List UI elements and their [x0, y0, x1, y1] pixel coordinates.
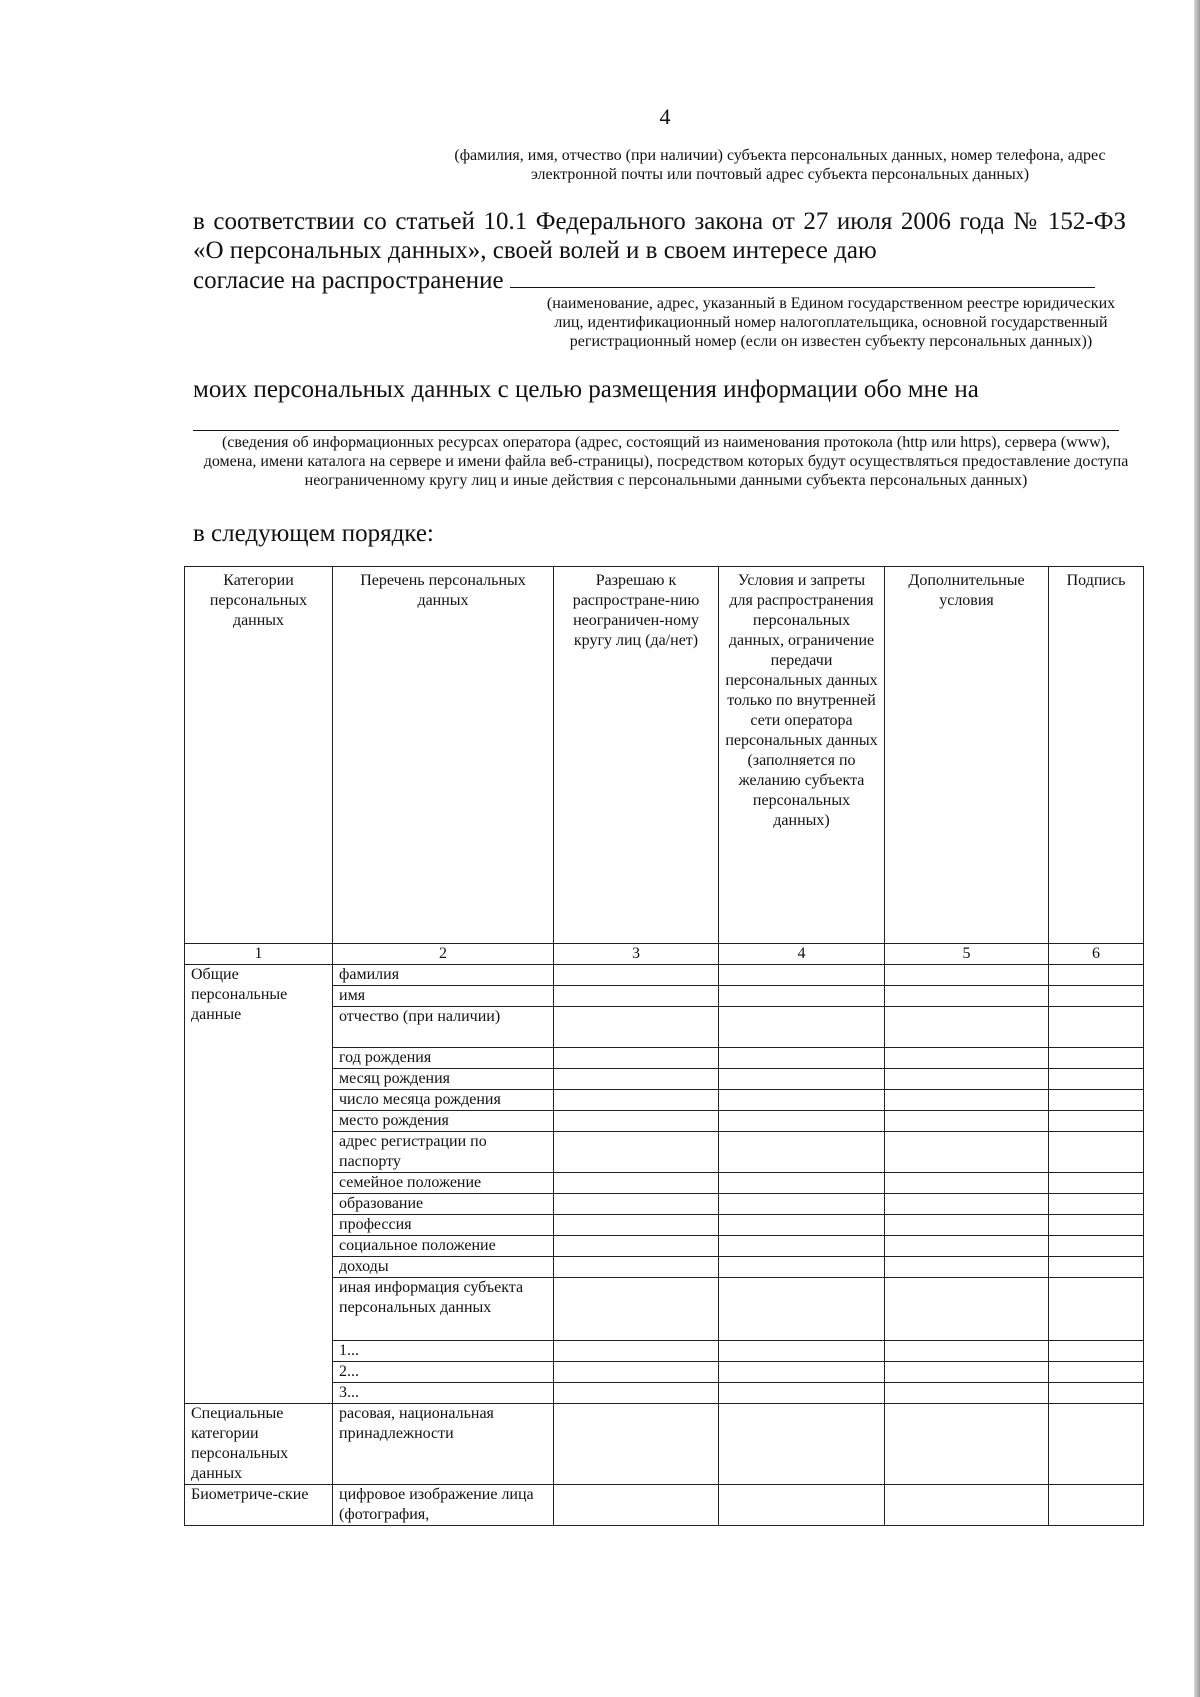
signature-cell[interactable]	[1049, 1132, 1144, 1173]
data-item-cell: цифровое изображение лица (фотография,	[333, 1485, 554, 1526]
column-number: 6	[1049, 944, 1144, 965]
data-item-cell: число месяца рождения	[333, 1090, 554, 1111]
table-row	[185, 965, 1144, 986]
conditions-cell[interactable]	[719, 1278, 885, 1341]
header-list: Перечень персональных данных	[333, 567, 554, 944]
table-header-row	[185, 567, 1144, 944]
additional-cell[interactable]	[885, 1383, 1049, 1404]
permission-cell[interactable]	[554, 1362, 719, 1383]
permission-cell[interactable]	[554, 1404, 719, 1485]
permission-cell[interactable]	[554, 1132, 719, 1173]
signature-cell[interactable]	[1049, 1069, 1144, 1090]
data-item-cell: 3...	[333, 1383, 554, 1404]
table-row	[185, 1404, 1144, 1485]
additional-cell[interactable]	[885, 1257, 1049, 1278]
consent-main-text: в соответствии со статьей 10.1 Федерального закона от 27 июля 2006 года № 152-ФЗ «О персональных данных», своей волей и в своем интересе даю	[193, 208, 1126, 264]
data-item-cell: отчество (при наличии)	[333, 1007, 554, 1048]
conditions-cell[interactable]	[719, 1485, 885, 1526]
header-conditions: Условия и запреты для распространения персональных данных, ограничение передачи персональных данных только по внутренней сети оператора персональных данных (заполняется по желанию субъекта персональных данных)	[719, 567, 885, 944]
additional-cell[interactable]	[885, 1341, 1049, 1362]
conditions-cell[interactable]	[719, 1194, 885, 1215]
conditions-cell[interactable]	[719, 1069, 885, 1090]
category-cell: Биометриче-ские	[185, 1485, 333, 1526]
additional-cell[interactable]	[885, 1215, 1049, 1236]
data-item-cell: доходы	[333, 1257, 554, 1278]
column-number: 2	[333, 944, 554, 965]
additional-cell[interactable]	[885, 986, 1049, 1007]
signature-cell[interactable]	[1049, 965, 1144, 986]
data-item-cell: иная информация субъекта персональных данных	[333, 1278, 554, 1341]
conditions-cell[interactable]	[719, 986, 885, 1007]
permission-cell[interactable]	[554, 1341, 719, 1362]
header-permission: Разрешаю к распростране-нию неограничен-ному кругу лиц (да/нет)	[554, 567, 719, 944]
permission-cell[interactable]	[554, 1090, 719, 1111]
column-number-row	[185, 944, 1144, 965]
additional-cell[interactable]	[885, 1362, 1049, 1383]
consent-paragraph	[193, 207, 1126, 295]
permission-cell[interactable]	[554, 1007, 719, 1048]
additional-cell[interactable]	[885, 1404, 1049, 1485]
data-item-cell: фамилия	[333, 965, 554, 986]
data-item-cell: социальное положение	[333, 1236, 554, 1257]
additional-cell[interactable]	[885, 1236, 1049, 1257]
additional-cell[interactable]	[885, 1111, 1049, 1132]
conditions-cell[interactable]	[719, 1236, 885, 1257]
data-item-cell: образование	[333, 1194, 554, 1215]
permission-cell[interactable]	[554, 1173, 719, 1194]
permission-cell[interactable]	[554, 986, 719, 1007]
permission-cell[interactable]	[554, 1069, 719, 1090]
data-item-cell: месяц рождения	[333, 1069, 554, 1090]
conditions-cell[interactable]	[719, 1173, 885, 1194]
signature-cell[interactable]	[1049, 1404, 1144, 1485]
additional-cell[interactable]	[885, 1485, 1049, 1526]
additional-cell[interactable]	[885, 1090, 1049, 1111]
operator-blank-line[interactable]	[510, 265, 1095, 288]
data-item-cell: 1...	[333, 1341, 554, 1362]
signature-cell[interactable]	[1049, 1173, 1144, 1194]
signature-cell[interactable]	[1049, 986, 1144, 1007]
permission-cell[interactable]	[554, 1485, 719, 1526]
permission-cell[interactable]	[554, 1215, 719, 1236]
consent-tail-text: согласие на распространение	[193, 267, 504, 294]
subject-caption: (фамилия, имя, отчество (при наличии) субъекта персональных данных, номер телефона, адрес электронной почты или почтовый адрес субъекта персональных данных)	[454, 147, 1106, 183]
resources-caption: (сведения об информационных ресурсах оператора (адрес, состоящий из наименования протокола (http или https), сервера (www), домена, имени каталога на сервере и имени файла веб-страницы), посредством которых будут осуществляться предоставление доступа неограниченному кругу лиц и иные действия с персональными данными субъекта персональных данных)	[203, 434, 1129, 489]
scan-edge	[1194, 0, 1200, 1697]
header-additional: Дополнительные условия	[885, 567, 1049, 944]
table-body	[185, 944, 1144, 1526]
conditions-cell[interactable]	[719, 1090, 885, 1111]
conditions-cell[interactable]	[719, 1215, 885, 1236]
data-item-cell: имя	[333, 986, 554, 1007]
conditions-cell[interactable]	[719, 1341, 885, 1362]
signature-cell[interactable]	[1049, 1090, 1144, 1111]
conditions-cell[interactable]	[719, 1383, 885, 1404]
additional-cell[interactable]	[885, 1278, 1049, 1341]
permission-cell[interactable]	[554, 1236, 719, 1257]
permission-cell[interactable]	[554, 1048, 719, 1069]
data-item-cell: адрес регистрации по паспорту	[333, 1132, 554, 1173]
column-number: 1	[185, 944, 333, 965]
data-item-cell: семейное положение	[333, 1173, 554, 1194]
signature-cell[interactable]	[1049, 1236, 1144, 1257]
conditions-cell[interactable]	[719, 1048, 885, 1069]
table-row	[185, 1485, 1144, 1526]
additional-cell[interactable]	[885, 1007, 1049, 1048]
operator-caption: (наименование, адрес, указанный в Едином государственном реестре юридических лиц, идентификационный номер налогоплательщика, основной государственный регистрационный номер (если он известен субъекту персональных данных))	[546, 295, 1116, 350]
data-item-cell: место рождения	[333, 1111, 554, 1132]
data-item-cell: год рождения	[333, 1048, 554, 1069]
data-item-cell: 2...	[333, 1362, 554, 1383]
header-signature: Подпись	[1049, 567, 1144, 944]
permission-cell[interactable]	[554, 1257, 719, 1278]
permission-cell[interactable]	[554, 1194, 719, 1215]
permission-cell[interactable]	[554, 1278, 719, 1341]
signature-cell[interactable]	[1049, 1341, 1144, 1362]
signature-cell[interactable]	[1049, 1383, 1144, 1404]
page-number: 4	[659, 104, 671, 129]
signature-cell[interactable]	[1049, 1278, 1144, 1341]
signature-cell[interactable]	[1049, 1362, 1144, 1383]
additional-cell[interactable]	[885, 1132, 1049, 1173]
category-cell: Общие персональные данные	[185, 965, 333, 1404]
conditions-cell[interactable]	[719, 1257, 885, 1278]
conditions-cell[interactable]	[719, 1362, 885, 1383]
conditions-cell[interactable]	[719, 1111, 885, 1132]
additional-cell[interactable]	[885, 965, 1049, 986]
data-item-cell: расовая, национальная принадлежности	[333, 1404, 554, 1485]
signature-cell[interactable]	[1049, 1111, 1144, 1132]
column-number: 3	[554, 944, 719, 965]
conditions-cell[interactable]	[719, 1132, 885, 1173]
signature-cell[interactable]	[1049, 1215, 1144, 1236]
additional-cell[interactable]	[885, 1048, 1049, 1069]
category-cell: Специальные категории персональных данных	[185, 1404, 333, 1485]
signature-cell[interactable]	[1049, 1485, 1144, 1526]
resources-blank-line[interactable]	[193, 430, 1119, 431]
order-text: в следующем порядке:	[193, 520, 434, 547]
additional-cell[interactable]	[885, 1069, 1049, 1090]
signature-cell[interactable]	[1049, 1194, 1144, 1215]
conditions-cell[interactable]	[719, 1404, 885, 1485]
signature-cell[interactable]	[1049, 1007, 1144, 1048]
consent-last-line	[193, 265, 1126, 295]
column-number: 4	[719, 944, 885, 965]
column-number: 5	[885, 944, 1049, 965]
permission-cell[interactable]	[554, 1383, 719, 1404]
permission-cell[interactable]	[554, 1111, 719, 1132]
signature-cell[interactable]	[1049, 1257, 1144, 1278]
additional-cell[interactable]	[885, 1194, 1049, 1215]
signature-cell[interactable]	[1049, 1048, 1144, 1069]
header-category: Категории персональных данных	[185, 567, 333, 944]
conditions-cell[interactable]	[719, 1007, 885, 1048]
additional-cell[interactable]	[885, 1173, 1049, 1194]
purpose-text: моих персональных данных с целью размещения информации обо мне на	[193, 376, 979, 403]
permission-cell[interactable]	[554, 965, 719, 986]
data-item-cell: профессия	[333, 1215, 554, 1236]
conditions-cell[interactable]	[719, 965, 885, 986]
consent-table	[184, 566, 1144, 1526]
